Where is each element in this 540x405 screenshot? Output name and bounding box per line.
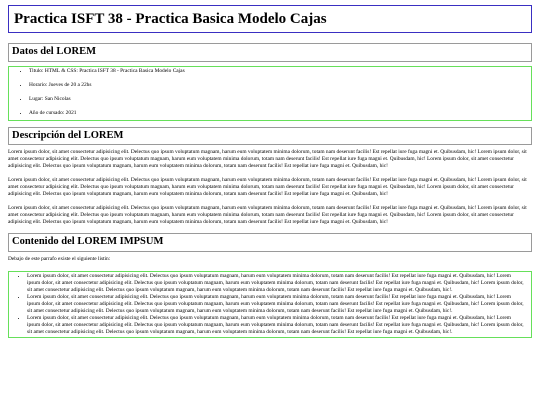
contenido-intro: Debajo de este parrafo existe el siguiente listin: [8,255,111,262]
page-title: Practica ISFT 38 - Practica Basica Modelo Cajas [14,11,327,27]
list-item: • Lorem ipsum dolor, sit amet consectetur adipisicing elit. Delectus quo ipsum voluptatum magnam, harum eum voluptatem minima dolorum, totam nam deserunt facilis! Est repellat iure fuga magni et. Quibusdam, hic! Lorem ipsum dolor, sit amet consectetur adipisicing elit. Delectus quo ipsum voluptatum magnam, harum eum voluptatem minima dolorum, totam nam deserunt facilis! Est repellat iure fuga magni et. Quibusdam, hic! Lorem ipsum dolor, sit amet consectetur adipisicing elit. Delectus quo ipsum voluptatum magnam, harum eum voluptatem minima dolorum, totam nam deserunt facilis! Est repellat iure fuga magni et. Quibusdam, hic!. [27,315,525,336]
datos-item-horario: • Horario: Jueves de 20 a 22hs [29,82,525,89]
contenido-list [9,273,525,336]
section-heading-contenido: Contenido del LOREM IMPSUM [12,236,164,248]
section-heading-box-descripcion [8,127,532,146]
list-item: • Lorem ipsum dolor, sit amet consectetur adipisicing elit. Delectus quo ipsum voluptatum magnam, harum eum voluptatem minima dolorum, totam nam deserunt facilis! Est repellat iure fuga magni et. Quibusdam, hic! Lorem ipsum dolor, sit amet consectetur adipisicing elit. Delectus quo ipsum voluptatum magnam, harum eum voluptatem minima dolorum, totam nam deserunt facilis! Est repellat iure fuga magni et. Quibusdam, hic! Lorem ipsum dolor, sit amet consectetur adipisicing elit. Delectus quo ipsum voluptatum magnam, harum eum voluptatem minima dolorum, totam nam deserunt facilis! Est repellat iure fuga magni et. Quibusdam, hic!. [27,294,525,315]
page-header [8,5,532,33]
datos-item-titulo: • Titulo: HTML & CSS: Practica ISFT 38 - Practica Basica Modelo Cajas [29,68,525,75]
contenido-list-box [8,271,532,338]
datos-item-lugar: • Lugar: San Nicolas [29,96,525,103]
section-heading-datos: Datos del LOREM [12,46,96,57]
descripcion-paragraph: Lorem ipsum dolor, sit amet consectetur adipisicing elit. Delectus quo ipsum voluptatum magnam, harum eum voluptatem minima dolorum, totam nam deserunt facilis! Est repellat iure fuga magni et. Quibusdam, hic! Lorem ipsum dolor, sit amet consectetur adipisicing elit. Delectus quo ipsum voluptatum magnam, harum eum voluptatem minima dolorum, totam nam deserunt facilis! Est repellat iure fuga magni et. Quibusdam, hic! Lorem ipsum dolor, sit amet consectetur adipisicing elit. Delectus quo ipsum voluptatum magnam, harum eum voluptatem minima dolorum, totam nam deserunt facilis! Est repellat iure fuga magni et. Quibusdam, hic! [8,149,527,170]
section-heading-descripcion: Descripción del LOREM [12,129,124,141]
descripcion-paragraph: Lorem ipsum dolor, sit amet consectetur adipisicing elit. Delectus quo ipsum voluptatum magnam, harum eum voluptatem minima dolorum, totam nam deserunt facilis! Est repellat iure fuga magni et. Quibusdam, hic! Lorem ipsum dolor, sit amet consectetur adipisicing elit. Delectus quo ipsum voluptatum magnam, harum eum voluptatem minima dolorum, totam nam deserunt facilis! Est repellat iure fuga magni et. Quibusdam, hic! Lorem ipsum dolor, sit amet consectetur adipisicing elit. Delectus quo ipsum voluptatum magnam, harum eum voluptatem minima dolorum, totam nam deserunt facilis! Est repellat iure fuga magni et. Quibusdam, hic! [8,205,527,226]
section-heading-box-datos [8,43,532,62]
list-item: • Lorem ipsum dolor, sit amet consectetur adipisicing elit. Delectus quo ipsum voluptatum magnam, harum eum voluptatem minima dolorum, totam nam deserunt facilis! Est repellat iure fuga magni et. Quibusdam, hic! Lorem ipsum dolor, sit amet consectetur adipisicing elit. Delectus quo ipsum voluptatum magnam, harum eum voluptatem minima dolorum, totam nam deserunt facilis! Est repellat iure fuga magni et. Quibusdam, hic! Lorem ipsum dolor, sit amet consectetur adipisicing elit. Delectus quo ipsum voluptatum magnam, harum eum voluptatem minima dolorum, totam nam deserunt facilis! Est repellat iure fuga magni et. Quibusdam, hic!. [27,273,525,294]
descripcion-paragraph: Lorem ipsum dolor, sit amet consectetur adipisicing elit. Delectus quo ipsum voluptatum magnam, harum eum voluptatem minima dolorum, totam nam deserunt facilis! Est repellat iure fuga magni et. Quibusdam, hic! Lorem ipsum dolor, sit amet consectetur adipisicing elit. Delectus quo ipsum voluptatum magnam, harum eum voluptatem minima dolorum, totam nam deserunt facilis! Est repellat iure fuga magni et. Quibusdam, hic! Lorem ipsum dolor, sit amet consectetur adipisicing elit. Delectus quo ipsum voluptatum magnam, harum eum voluptatem minima dolorum, totam nam deserunt facilis! Est repellat iure fuga magni et. Quibusdam, hic! [8,177,527,198]
datos-item-ano: • Año de cursado: 2021 [29,110,525,117]
section-heading-box-contenido [8,233,532,252]
datos-list [9,68,525,117]
datos-list-box [8,66,532,121]
